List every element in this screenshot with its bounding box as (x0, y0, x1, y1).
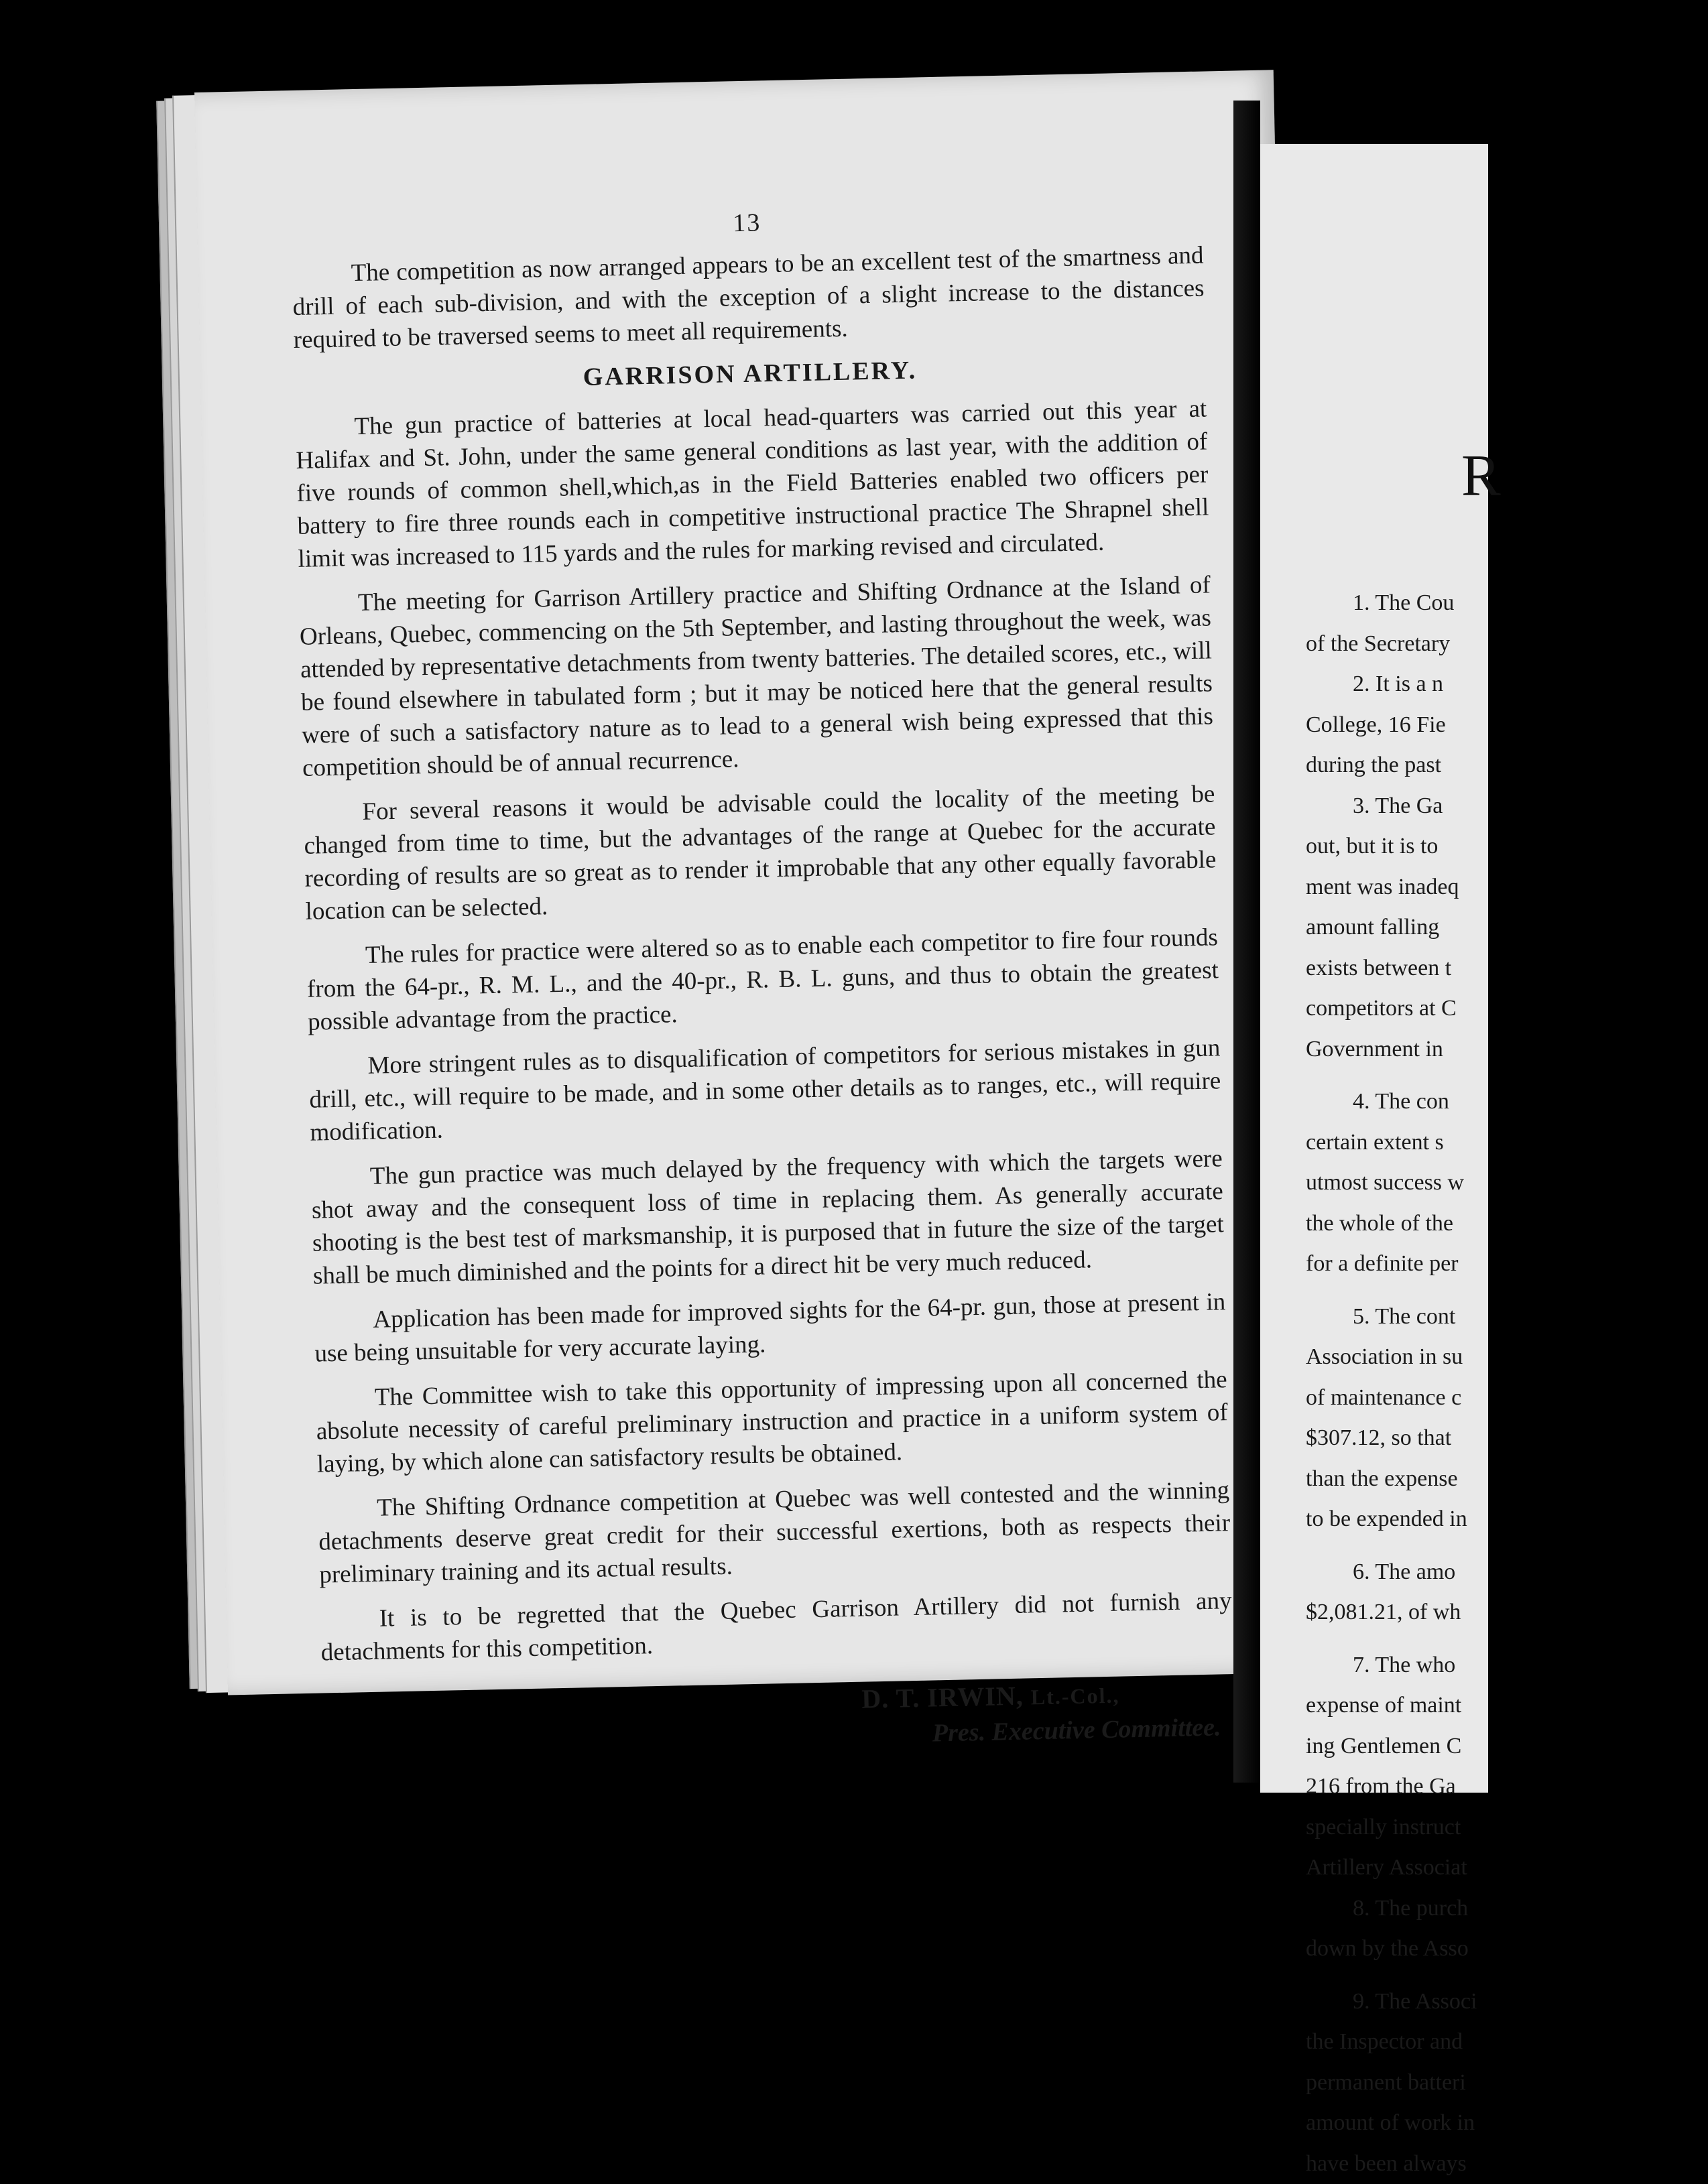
right-line: for a definite per (1306, 1244, 1708, 1285)
page-number: 13 (291, 199, 1203, 247)
right-line: have been always (1306, 2144, 1708, 2184)
right-line: Government in (1306, 1029, 1708, 1070)
right-line: down by the Asso (1306, 1929, 1708, 1970)
right-line: Association in su (1306, 1337, 1708, 1378)
right-line: 9. The Associ (1306, 1982, 1708, 2022)
paragraph: For several reasons it would be advisable could the locality of the meeting be changed from time to time, but the advantages of the range at Quebec for the accurate recording of results are so great as to render it improbable that any other equally favorable location can be selected. (303, 777, 1217, 927)
right-line: utmost success w (1306, 1163, 1708, 1204)
signature-title: Pres. Executive Committee. (322, 1712, 1235, 1760)
paragraph: The meeting for Garrison Artillery practice and Shifting Ordnance at the Island of Orleans, Quebec, commencing on the 5th September, and lasting throughout the week, was attended by representative detachments from twenty batteries. The detailed scores, etc., will be found elsewhere in tabulated form ; but it may be noticed here that the general results were of such a satisfactory nature as to lead to a general wish being expressed that this competition should be of annual recurrence. (299, 568, 1215, 784)
paragraph: The Shifting Ordnance competition at Quebec was well contested and the winning detachments deserve great credit for their successful exertions, both as respects their preliminary training and its actual results. (318, 1474, 1231, 1591)
section-heading: GARRISON ARTILLERY. (294, 349, 1207, 397)
right-line: amount falling (1306, 907, 1708, 948)
right-line: during the past (1306, 745, 1708, 786)
signature-rank: Lt.-Col., (1030, 1683, 1119, 1710)
right-line: 7. The who (1306, 1645, 1708, 1686)
right-line: 216 from the Ga (1306, 1767, 1708, 1807)
left-page-body (292, 239, 1235, 1761)
intro-paragraph: The competition as now arranged appears to be an excellent test of the smartness and drill of each sub-division, and with the exception of a slight increase to the distances required to be traversed seems to meet all requirements. (292, 239, 1205, 357)
right-line: 3. The Ga (1306, 786, 1708, 827)
right-line: $2,081.21, of wh (1306, 1592, 1708, 1633)
right-line: the whole of the (1306, 1204, 1708, 1244)
right-line: 2. It is a n (1306, 664, 1708, 705)
right-line: 5. The cont (1306, 1297, 1708, 1338)
right-line: ing Gentlemen C (1306, 1726, 1708, 1767)
right-line: Artillery Associat (1306, 1848, 1708, 1888)
right-line: of the Secretary (1306, 624, 1708, 665)
book-gutter (1233, 101, 1260, 1783)
signature-name-text: D. T. IRWIN, (861, 1681, 1024, 1714)
paragraph: More stringent rules as to disqualification of competitors for serious mistakes in gun drill, etc., will require to be made, and in some other details as to ranges, etc., will require modification. (308, 1031, 1222, 1149)
right-line: 6. The amo (1306, 1552, 1708, 1593)
right-line: expense of maint (1306, 1685, 1708, 1726)
right-line: College, 16 Fie (1306, 705, 1708, 746)
right-line: amount of work in (1306, 2103, 1708, 2144)
paragraph: The Committee wish to take this opportunity of impressing upon all concerned the absolute necessity of careful preliminary instruction and practice in a uniform system of laying, by which alone can satisfactory results be obtained. (315, 1363, 1229, 1480)
paragraph: The gun practice of batteries at local head-quarters was carried out this year at Halifax and St. John, under the same general conditions as last year, with the addition of five rounds of common shell,which,as in the Field Batteries enabled two officers per battery to fire three rounds each in competitive instructional practice The Shrapnel shell limit was increased to 115 yards and the rules for marking revised and circulated. (295, 392, 1210, 575)
right-line: exists between t (1306, 948, 1708, 989)
right-page-lines (1306, 583, 1708, 2184)
right-line: out, but it is to (1306, 826, 1708, 867)
paragraph: The gun practice was much delayed by the frequency with which the targets were shot away and the consequent loss of time in replacing them. As generally accurate shooting is the best test of marksmanship, it is purposed that in future the size of the target shall be much diminished and the points for a direct hit be very much reduced. (310, 1142, 1225, 1292)
right-line: competitors at C (1306, 988, 1708, 1029)
right-line: certain extent s (1306, 1122, 1708, 1163)
right-line: permanent batteri (1306, 2063, 1708, 2104)
right-line: 4. The con (1306, 1082, 1708, 1122)
left-page (194, 70, 1307, 1695)
paragraph: Application has been made for improved sights for the 64-pr. gun, those at present in use being unsuitable for very accurate laying. (314, 1285, 1227, 1370)
paragraph: It is to be regretted that the Quebec Garrison Artillery did not furnish any detachments for this competition. (320, 1584, 1233, 1669)
right-page (1260, 144, 1488, 1793)
right-line: specially instruct (1306, 1807, 1708, 1848)
right-line: $307.12, so that (1306, 1418, 1708, 1459)
right-line: of maintenance c (1306, 1378, 1708, 1419)
right-line: ment was inadeq (1306, 867, 1708, 908)
right-line: to be expended in (1306, 1499, 1708, 1540)
right-line: 1. The Cou (1306, 583, 1708, 624)
right-page-heading-letter: R (1461, 442, 1501, 510)
paragraph: The rules for practice were altered so as to enable each competitor to fire four rounds from the 64-pr., R. M. L., and the 40-pr., R. B. L. guns, and thus to obtain the greatest possible advantage from the practice. (306, 921, 1220, 1038)
right-line: than the expense (1306, 1459, 1708, 1500)
right-line: 8. The purch (1306, 1888, 1708, 1929)
right-line: the Inspector and (1306, 2022, 1708, 2063)
